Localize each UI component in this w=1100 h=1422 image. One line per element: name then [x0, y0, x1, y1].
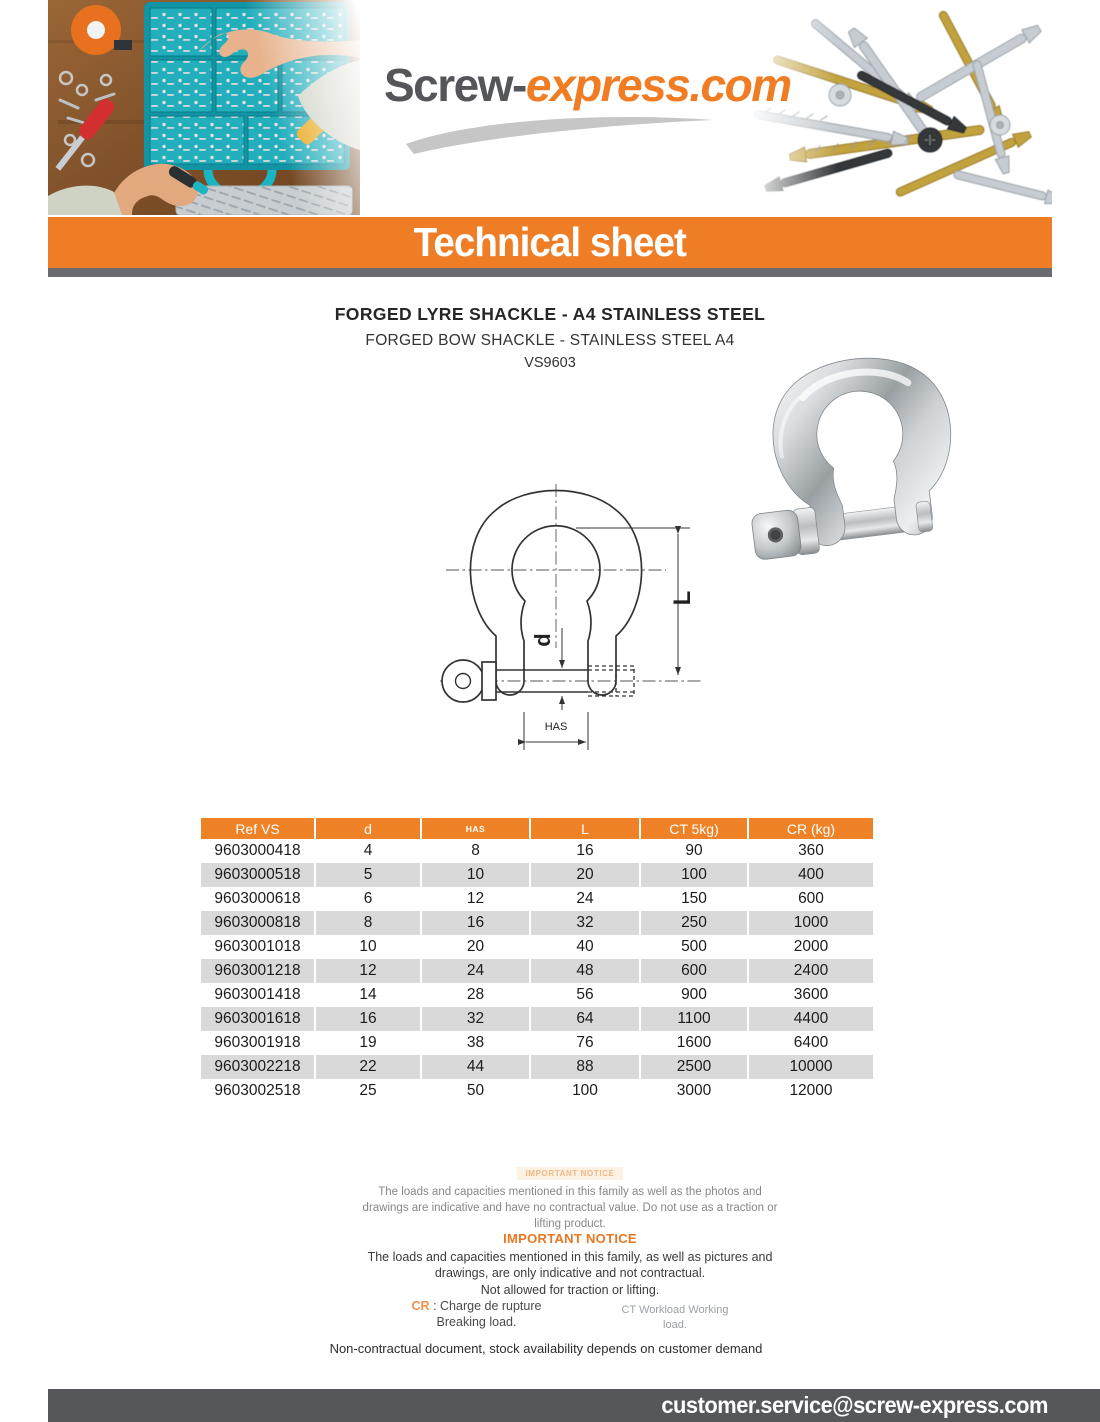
table-cell: 16 [315, 1007, 421, 1031]
table-cell: 9603000418 [214, 842, 301, 859]
table-row [201, 1055, 873, 1079]
table-cell: 600 [640, 959, 748, 983]
table-row [201, 839, 873, 863]
table-cell: 100 [530, 1079, 640, 1103]
table-cell: 44 [421, 1055, 530, 1079]
table-cell: 48 [530, 959, 640, 983]
table-cell: 9603001918 [214, 1034, 301, 1051]
table-cell: 150 [640, 887, 748, 911]
product-photo-art [746, 350, 992, 586]
non-contractual-disclaimer: Non-contractual document, stock availability depends on customer demand [329, 1341, 763, 1356]
banner-title: Technical sheet [413, 219, 687, 265]
table-cell: 1100 [640, 1007, 748, 1031]
table-cell: 9603000818 [201, 911, 315, 935]
table-cell: 9603001018 [214, 938, 301, 955]
table-cell: 1000 [748, 911, 873, 935]
table-cell: 24 [530, 887, 640, 911]
product-subtitle: FORGED BOW SHACKLE - STAINLESS STEEL A4 [365, 332, 735, 349]
logo-swoosh [392, 112, 722, 154]
table-cell: 19 [315, 1031, 421, 1055]
table-cell: 5 [315, 863, 421, 887]
table-cell: 4400 [748, 1007, 873, 1031]
ct-legend [621, 1298, 728, 1333]
table-cell: 38 [421, 1031, 530, 1055]
table-cell: 32 [530, 911, 640, 935]
table-cell: 28 [421, 983, 530, 1007]
table-cell: 25 [315, 1079, 421, 1103]
footer-bar [48, 1389, 1100, 1422]
technical-drawing [438, 476, 706, 764]
table-cell: 500 [640, 935, 748, 959]
table-cell: 400 [748, 863, 873, 887]
dim-label-L: L [669, 590, 696, 606]
table-cell: 10000 [748, 1055, 873, 1079]
banner-underline [48, 268, 1052, 277]
workbench-photo [48, 0, 360, 215]
ct-line-2: load. [663, 1318, 687, 1331]
table-cell: 12 [421, 887, 530, 911]
table-row [201, 959, 873, 983]
table-cell: 2500 [640, 1055, 748, 1079]
dim-label-has: HAS [544, 721, 568, 733]
table-cell: 10 [315, 935, 421, 959]
column-header: CT 5kg) [640, 818, 748, 839]
workbench-photo-art [48, 0, 360, 215]
table-cell: 6400 [748, 1031, 873, 1055]
table-cell: 9603002518 [214, 1082, 301, 1099]
table-cell: 9603000618 [214, 890, 301, 907]
contact-email[interactable]: customer.service@screw-express.com [661, 1392, 1048, 1418]
table-row [201, 1031, 873, 1055]
brand-logo [362, 58, 791, 178]
cr-english: Breaking load. [436, 1315, 517, 1330]
table-cell: 9603001218 [201, 959, 315, 983]
brand-name-gray: Screw- [384, 59, 526, 111]
table-cell: 24 [421, 959, 530, 983]
table-cell: 8 [315, 911, 421, 935]
column-header: d [315, 818, 421, 839]
table-cell: 2000 [748, 935, 873, 959]
cr-french: : Charge de rupture [433, 1299, 542, 1313]
table-cell: 22 [315, 1055, 421, 1079]
column-header: L [530, 818, 640, 839]
important-notice [360, 1231, 780, 1298]
important-notice-faded [360, 1163, 780, 1233]
spec-table-body [201, 839, 873, 1103]
table-row [201, 983, 873, 1007]
table-row [201, 935, 873, 959]
table-cell: 4 [315, 839, 421, 863]
column-header: Ref VS [201, 818, 315, 839]
table-cell: 20 [421, 935, 530, 959]
table-cell: 32 [421, 1007, 530, 1031]
table-cell: 12000 [748, 1079, 873, 1103]
column-header: CR (kg) [748, 818, 873, 839]
notice-2-heading: IMPORTANT NOTICE [503, 1231, 637, 1246]
table-row [201, 863, 873, 887]
brand-name-orange: express.com [525, 59, 791, 111]
notice-1-heading: IMPORTANT NOTICE [517, 1167, 622, 1180]
abbreviation-legend [360, 1298, 780, 1333]
table-cell: 16 [421, 911, 530, 935]
product-title: FORGED LYRE SHACKLE - A4 STAINLESS STEEL [334, 304, 766, 324]
table-cell: 10 [421, 863, 530, 887]
table-cell: 1600 [640, 1031, 748, 1055]
notice-1-body: The loads and capacities mentioned in this family as well as the photos and drawings are indicative and have no contractual value. Do not use as a traction or lifting product. [362, 1186, 778, 1230]
product-reference: VS9603 [524, 355, 576, 371]
spec-table [201, 818, 873, 1103]
notice-2-line-2: Not allowed for traction or lifting. [480, 1282, 660, 1297]
table-cell: 90 [640, 839, 748, 863]
table-cell: 14 [315, 983, 421, 1007]
technical-drawing-art [438, 476, 706, 764]
table-row [201, 911, 873, 935]
table-cell: 56 [530, 983, 640, 1007]
table-cell: 2400 [748, 959, 873, 983]
table-cell: 8 [421, 839, 530, 863]
table-row [201, 887, 873, 911]
technical-sheet-banner [48, 217, 1052, 268]
table-cell: 64 [530, 1007, 640, 1031]
table-cell: 250 [640, 911, 748, 935]
table-cell: 20 [530, 863, 640, 887]
table-cell: 76 [530, 1031, 640, 1055]
table-row [201, 1007, 873, 1031]
table-cell: 50 [421, 1079, 530, 1103]
table-cell: 40 [530, 935, 640, 959]
column-header: HAS [421, 818, 530, 839]
table-cell: 6 [315, 887, 421, 911]
table-cell: 9603000518 [201, 863, 315, 887]
table-cell: 9603001418 [214, 986, 301, 1003]
product-photo [746, 350, 992, 586]
table-header-row [201, 818, 873, 839]
table-row [201, 1079, 873, 1103]
table-cell: 9603001618 [201, 1007, 315, 1031]
table-cell: 100 [640, 863, 748, 887]
table-cell: 3000 [640, 1079, 748, 1103]
dim-label-d: d [530, 633, 555, 647]
cr-abbr: CR [411, 1299, 430, 1313]
ct-line-1: CT Workload Working [621, 1304, 729, 1316]
screws-photo-art [745, 0, 1052, 215]
table-cell: 16 [530, 839, 640, 863]
table-cell: 360 [748, 839, 873, 863]
table-cell: 12 [315, 959, 421, 983]
cr-legend [412, 1298, 542, 1333]
notice-2-line-1: The loads and capacities mentioned in this family, as well as pictures and drawings, are only indicative and not contractual. [367, 1250, 773, 1281]
table-cell: 600 [748, 887, 873, 911]
table-cell: 88 [530, 1055, 640, 1079]
table-cell: 9603002218 [201, 1055, 315, 1079]
table-cell: 3600 [748, 983, 873, 1007]
screws-photo [745, 0, 1052, 215]
table-cell: 900 [640, 983, 748, 1007]
